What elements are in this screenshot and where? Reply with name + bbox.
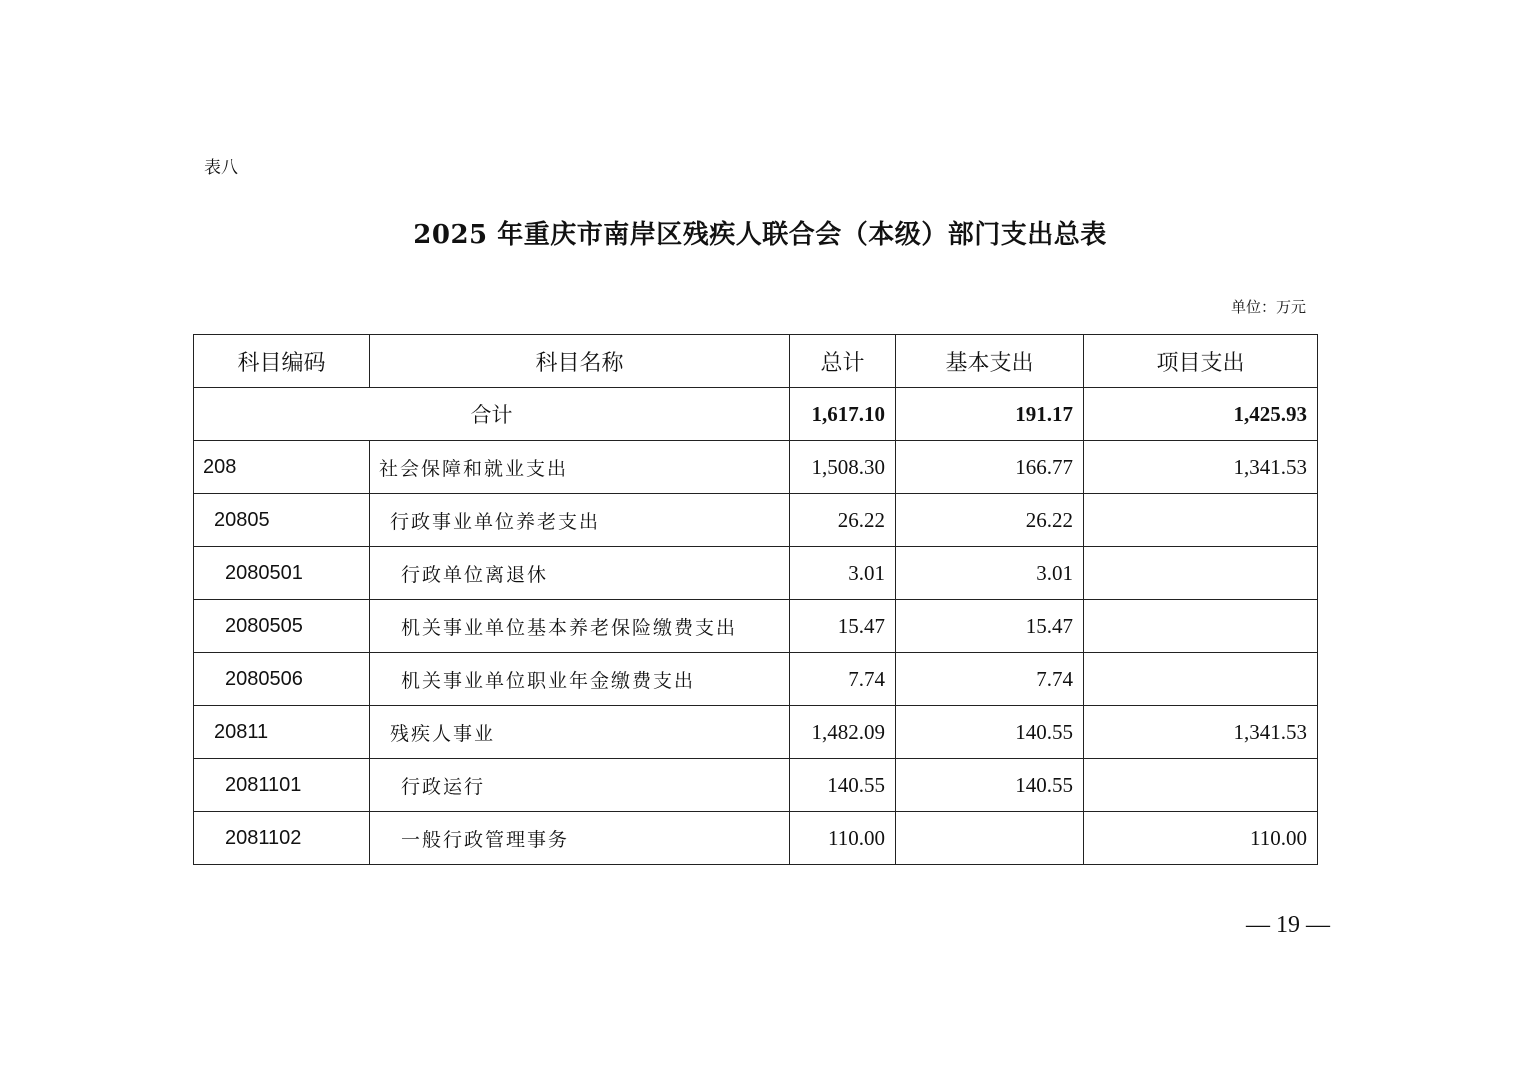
row-total: 7.74 xyxy=(790,653,896,706)
table-row xyxy=(194,706,1318,759)
row-project xyxy=(1084,494,1318,547)
row-total: 110.00 xyxy=(790,812,896,865)
row-name: 机关事业单位职业年金缴费支出 xyxy=(370,653,790,706)
table-label: 表八 xyxy=(204,158,238,178)
row-project xyxy=(1084,600,1318,653)
header-name: 科目名称 xyxy=(370,335,790,388)
row-project: 110.00 xyxy=(1084,812,1318,865)
row-code: 2080506 xyxy=(194,653,370,706)
row-basic: 166.77 xyxy=(896,441,1084,494)
row-code: 2081101 xyxy=(194,759,370,812)
table-row xyxy=(194,653,1318,706)
row-name: 行政运行 xyxy=(370,759,790,812)
expense-summary-table xyxy=(193,334,1318,865)
header-basic: 基本支出 xyxy=(896,335,1084,388)
row-name: 行政单位离退休 xyxy=(370,547,790,600)
row-code: 2081102 xyxy=(194,812,370,865)
row-basic: 26.22 xyxy=(896,494,1084,547)
row-code: 20805 xyxy=(194,494,370,547)
header-code: 科目编码 xyxy=(194,335,370,388)
row-project: 1,341.53 xyxy=(1084,441,1318,494)
total-basic: 191.17 xyxy=(896,388,1084,441)
row-project: 1,341.53 xyxy=(1084,706,1318,759)
row-code: 208 xyxy=(194,441,370,494)
row-basic: 140.55 xyxy=(896,759,1084,812)
row-total: 1,508.30 xyxy=(790,441,896,494)
row-basic: 140.55 xyxy=(896,706,1084,759)
table-row xyxy=(194,494,1318,547)
total-label: 合计 xyxy=(194,388,790,441)
row-total: 15.47 xyxy=(790,600,896,653)
header-project: 项目支出 xyxy=(1084,335,1318,388)
row-name: 机关事业单位基本养老保险缴费支出 xyxy=(370,600,790,653)
header-total: 总计 xyxy=(790,335,896,388)
table-row xyxy=(194,759,1318,812)
row-name: 行政事业单位养老支出 xyxy=(370,494,790,547)
table-row xyxy=(194,441,1318,494)
row-basic: 15.47 xyxy=(896,600,1084,653)
table-header-row xyxy=(194,335,1318,388)
row-total: 140.55 xyxy=(790,759,896,812)
row-name: 残疾人事业 xyxy=(370,706,790,759)
row-code: 2080505 xyxy=(194,600,370,653)
row-code: 2080501 xyxy=(194,547,370,600)
row-basic: 7.74 xyxy=(896,653,1084,706)
table-row xyxy=(194,600,1318,653)
row-name: 一般行政管理事务 xyxy=(370,812,790,865)
page-number: — 19 — xyxy=(1246,912,1330,938)
unit-label: 单位：万元 xyxy=(1230,298,1306,316)
row-basic xyxy=(896,812,1084,865)
table-row xyxy=(194,547,1318,600)
row-basic: 3.01 xyxy=(896,547,1084,600)
row-name: 社会保障和就业支出 xyxy=(370,441,790,494)
document-title: 2025 年重庆市南岸区残疾人联合会（本级）部门支出总表 xyxy=(413,220,1107,250)
row-project xyxy=(1084,759,1318,812)
total-project: 1,425.93 xyxy=(1084,388,1318,441)
row-total: 26.22 xyxy=(790,494,896,547)
row-project xyxy=(1084,547,1318,600)
row-total: 1,482.09 xyxy=(790,706,896,759)
row-code: 20811 xyxy=(194,706,370,759)
total-row xyxy=(194,388,1318,441)
row-total: 3.01 xyxy=(790,547,896,600)
row-project xyxy=(1084,653,1318,706)
table-row xyxy=(194,812,1318,865)
total-total: 1,617.10 xyxy=(790,388,896,441)
